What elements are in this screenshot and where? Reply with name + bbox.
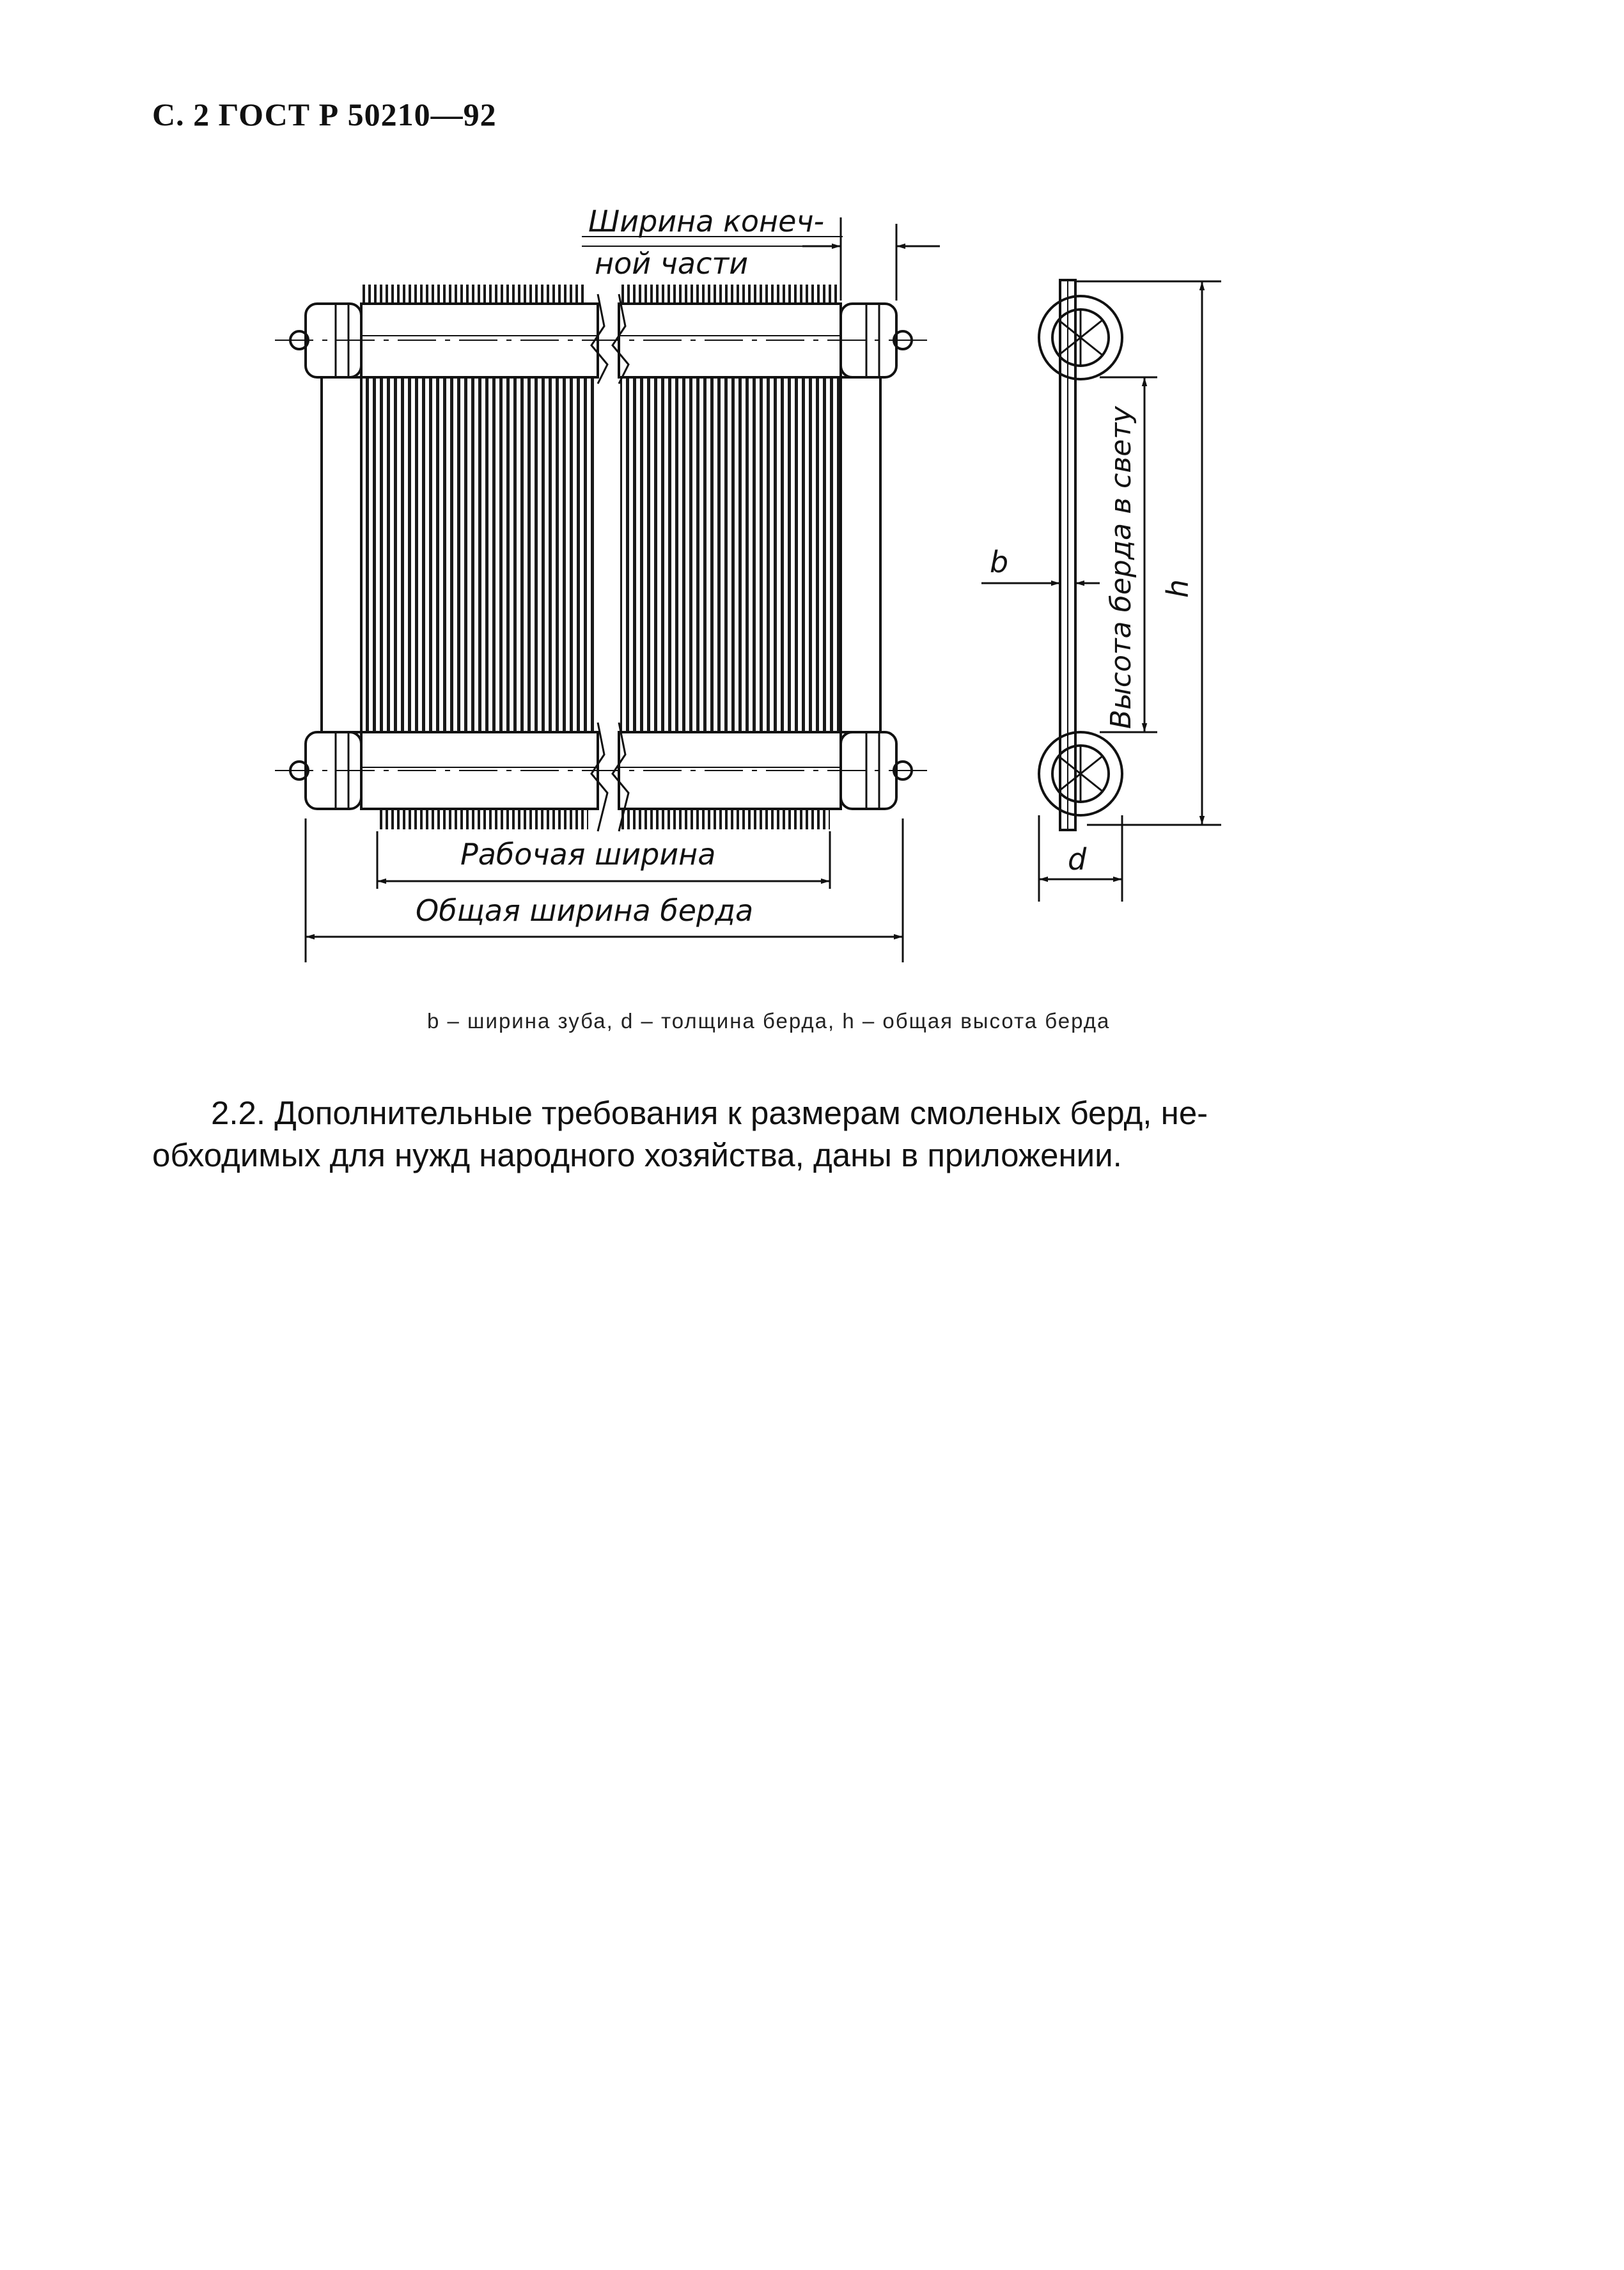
working-width-label: Рабочая ширина bbox=[460, 837, 716, 872]
d-label: d bbox=[1068, 842, 1087, 877]
reed-drawing bbox=[0, 0, 1624, 998]
paragraph-2-2 bbox=[152, 1092, 1405, 1177]
b-label: b bbox=[990, 545, 1009, 579]
end-part-width-label-2: ной части bbox=[595, 246, 749, 281]
h-label: h bbox=[1160, 579, 1195, 598]
clear-height-label: Высота берда в свету bbox=[1105, 406, 1137, 729]
figure-caption: b – ширина зуба, d – толщина берда, h – общая высота берда bbox=[427, 1009, 1111, 1033]
page-header: С. 2 ГОСТ Р 50210—92 bbox=[152, 97, 497, 132]
dents-left bbox=[361, 377, 598, 732]
paragraph-line-2: обходимых для нужд народного хозяйства, даны в приложении. bbox=[152, 1137, 1122, 1173]
total-width-label: Общая ширина берда bbox=[416, 893, 754, 928]
paragraph-line-1: 2.2. Дополнительные требования к размерам смоленых берд, не- bbox=[211, 1095, 1208, 1131]
end-part-width-label-1: Ширина конеч- bbox=[588, 204, 825, 239]
dents-right bbox=[620, 377, 841, 732]
